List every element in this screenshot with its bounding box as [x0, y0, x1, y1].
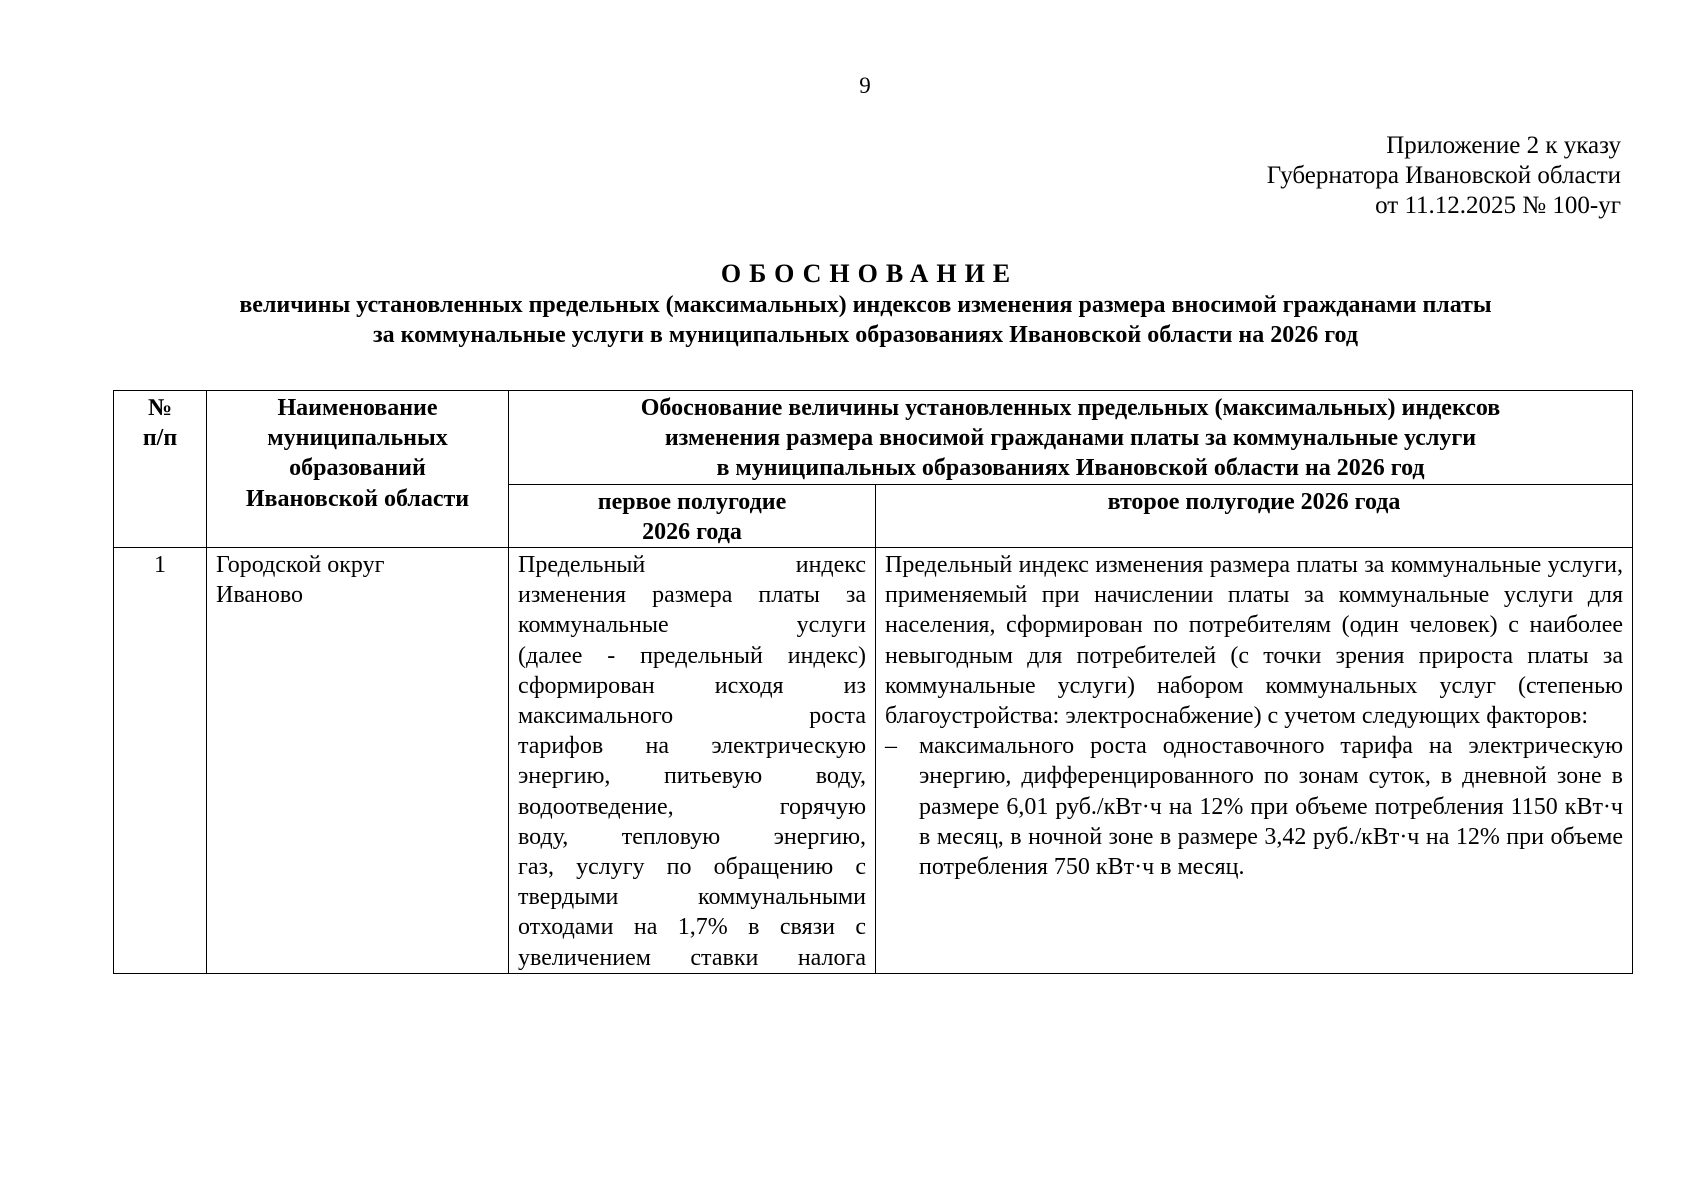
- document-title-block: [104, 258, 1627, 350]
- page-number: 9: [859, 73, 871, 98]
- second-half-intro: Предельный индекс изменения размера платы за коммунальные услуги, применяемый при начислении платы за коммунальные услуги для населения, сформирован по потребителям (один человек) с наиболее невыгодным для потребителей (с точки зрения прироста платы за коммунальные услуги) набором коммунальных услуг (степенью благоустройства: электроснабжение) с учетом следующих факторов:: [885, 552, 1623, 730]
- table-header-row: [114, 391, 1633, 485]
- row-municipality: Городской округ Иваново: [207, 548, 509, 974]
- header-second-half: второе полугодие 2026 года: [876, 484, 1633, 547]
- header-number: № п/п: [114, 391, 207, 548]
- list-item: [885, 731, 1623, 882]
- document-title: ОБОСНОВАНИЕ: [720, 259, 1019, 288]
- row-first-half-text: Предельный индекс изменения размера платы за коммунальные услуги (далее - предельный индекс) сформирован исходя из максимального роста тарифов на электрическую энергию, питьевую воду, водоотведение, горячую воду, тепловую энергию, газ, услугу по обращению с твердыми коммунальными отходами на 1,7% в связи с увеличением ставки налога: [509, 548, 876, 974]
- header-municipality: Наименование муниципальных образований Ивановской области: [207, 391, 509, 548]
- appendix-line: Приложение 2 к указу: [1386, 132, 1621, 159]
- appendix-line: от 11.12.2025 № 100-уг: [1375, 192, 1621, 219]
- table-row: [114, 548, 1633, 974]
- row-number: 1: [114, 548, 207, 974]
- justification-table: [113, 390, 1633, 974]
- document-subtitle-line: за коммунальные услуги в муниципальных образованиях Ивановской области на 2026 год: [373, 322, 1358, 348]
- header-first-half: первое полугодие 2026 года: [509, 484, 876, 547]
- document-subtitle-line: величины установленных предельных (максимальных) индексов изменения размера вносимой гражданами платы: [239, 292, 1492, 318]
- factor-list: [885, 731, 1623, 882]
- list-dash: –: [885, 733, 897, 760]
- row-second-half-text: [876, 548, 1633, 974]
- appendix-note: [1267, 131, 1621, 221]
- header-justification: Обоснование величины установленных предельных (максимальных) индексов изменения размера вносимой гражданами платы за коммунальные услуги в муниципальных образованиях Ивановской области на 2026 год: [509, 391, 1633, 485]
- appendix-line: Губернатора Ивановской области: [1266, 162, 1621, 189]
- factor-text: максимального роста одноставочного тарифа на электрическую энергию, дифференцированного по зонам суток, в дневной зоне в размере 6,01 руб./кВт·ч на 12% при объеме потребления 1150 кВт·ч в месяц, в ночной зоне в размере 3,42 руб./кВт·ч на 12% при объеме потребления 750 кВт·ч в месяц.: [919, 733, 1623, 881]
